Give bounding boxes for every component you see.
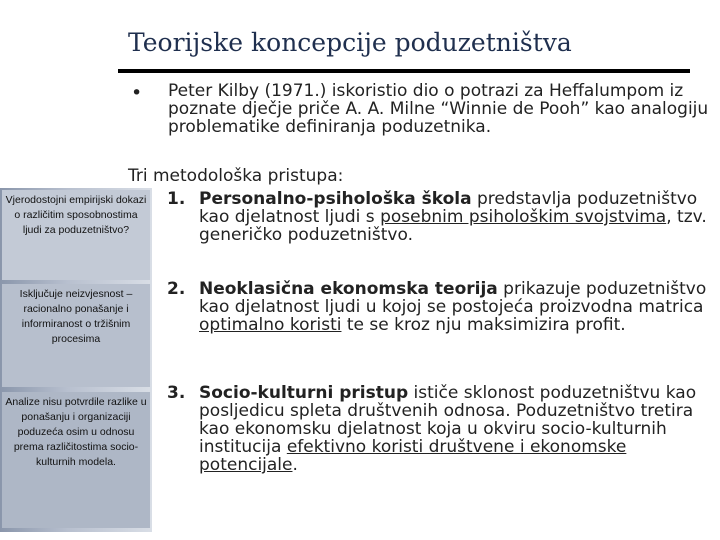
approach-name: Personalno-psihološka škola: [199, 189, 472, 209]
bullet-marker: •: [131, 82, 143, 104]
approach-desc-a: ističe sklonost poduzetništvu kao posljedicu spleta društvenih odnosa. Poduzetništvo tretira kao ekonomsku djelatnost koja u okviru socio-kulturnih institucija: [199, 383, 697, 457]
slide-title: Teorijske koncepcije poduzetništva: [128, 28, 572, 57]
approach-desc-b: te se kroz nju maksimizira profit.: [341, 315, 626, 335]
approach-text: [199, 190, 712, 244]
title-divider: [118, 69, 690, 73]
approach-item-1: [167, 190, 712, 244]
approach-desc-a: prikazuje poduzetništvo kao djelatnost ljudi u kojoj se postojeća proizvodna matrica: [199, 279, 707, 317]
sidebar-note-3: Analize nisu potvrdile razlike u ponašanju i organizaciji poduzeća osim u odnosu prema različitostima socio-kulturnih modela.: [2, 392, 150, 528]
approach-key-phrase: efektivno koristi društvene i ekonomske potencijale: [199, 437, 627, 475]
approach-key-phrase: optimalno koristi: [199, 315, 342, 335]
approach-desc-b: , tzv. generičko poduzetništvo.: [199, 207, 707, 245]
approach-key-phrase: posebnim psihološkim svojstvima: [380, 207, 667, 227]
approach-text: [199, 384, 712, 474]
approach-desc-b: .: [292, 455, 298, 475]
approach-item-2: [167, 280, 712, 334]
approach-number: 3.: [167, 383, 186, 403]
kilby-bullet-text: Peter Kilby (1971.) iskoristio dio o potrazi za Heffalumpom iz poznate dječje priče A. A. Milne “Winnie de Pooh” kao analogiju problematike definiranja poduzetnika.: [168, 81, 709, 137]
sidebar-note-1: Vjerodostojni empirijski dokazi o različitim sposobnostima ljudi za poduzetništvo?: [2, 190, 150, 280]
approach-text: [199, 280, 712, 334]
approaches-intro: Tri metodološka pristupa:: [128, 166, 344, 186]
approach-number: 2.: [167, 279, 186, 299]
approach-desc-a: predstavlja poduzetništvo kao djelatnost ljudi s: [199, 189, 698, 227]
approach-item-3: [167, 384, 712, 474]
sidebar-note-2: Isključuje neizvjesnost – racionalno ponašanje i informiranost o tržišnim procesima: [2, 284, 150, 387]
approach-number: 1.: [167, 189, 186, 209]
approach-name: Socio-kulturni pristup: [199, 383, 409, 403]
approach-name: Neoklasična ekonomska teorija: [199, 279, 498, 299]
